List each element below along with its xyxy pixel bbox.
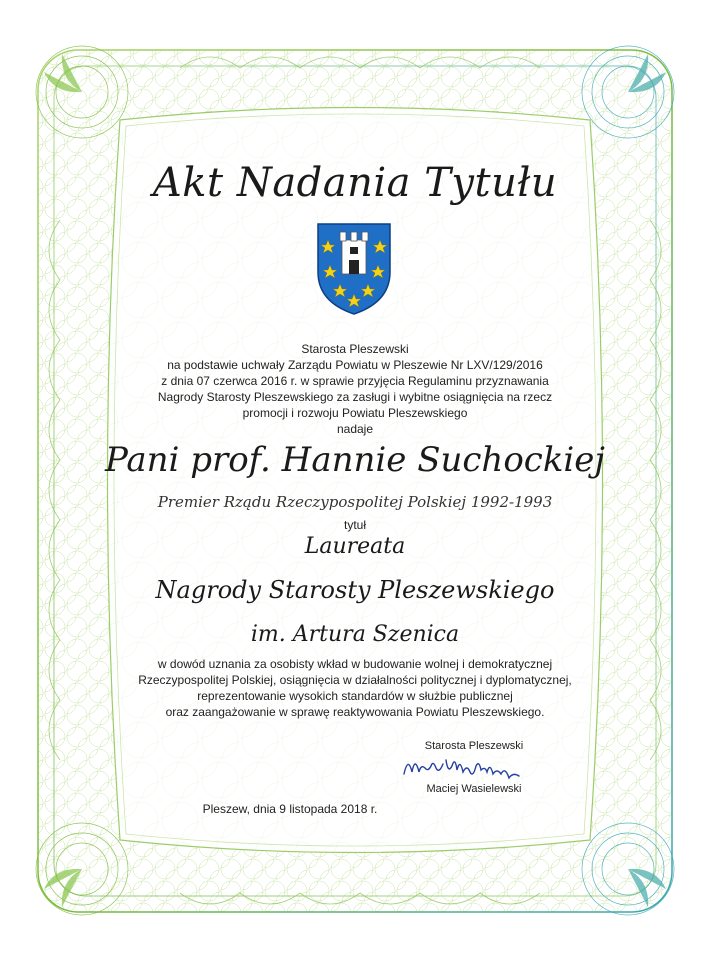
award-title-line: Laureata — [304, 534, 406, 559]
legal-basis-line: promocji i rozwoju Powiatu Pleszewskiego — [242, 406, 468, 420]
legal-basis-line: z dnia 07 czerwca 2016 r. w sprawie przyjęcia Regulaminu przyznawania — [161, 374, 549, 388]
award-title-line: im. Artura Szenica — [250, 622, 460, 647]
justification-text — [0, 656, 710, 720]
handwritten-signature — [398, 752, 538, 782]
coat-of-arms-icon — [314, 220, 394, 316]
document-title: Akt Nadania Tytułu — [152, 160, 558, 206]
justification-line: reprezentowanie wysokich standardów w służbie publicznej — [197, 689, 513, 703]
legal-basis — [0, 357, 710, 421]
place-and-date: Pleszew, dnia 9 listopada 2018 r. — [202, 802, 378, 816]
award-title-line: Nagrody Starosty Pleszewskiego — [155, 576, 555, 604]
justification-line: oraz zaangażowanie w sprawę reaktywowania Powiatu Pleszewskiego. — [165, 705, 545, 719]
justification-line: w dowód uznania za osobisty wkład w budowanie wolnej i demokratycznej — [157, 657, 553, 671]
title-label: tytuł — [343, 518, 366, 532]
grants-label: nadaje — [336, 422, 374, 436]
recipient-name: Pani prof. Hannie Suchockiej — [105, 440, 605, 480]
legal-basis-line: na podstawie uchwały Zarządu Powiatu w Pleszewie Nr LXV/129/2016 — [167, 358, 543, 372]
issuer-label: Starosta Pleszewski — [301, 342, 409, 356]
justification-line: Rzeczypospolitej Polskiej, osiągnięcia w działalności politycznej i dyplomatycznej, — [138, 673, 572, 687]
recipient-role: Premier Rządu Rzeczypospolitej Polskiej 1992-1993 — [157, 493, 553, 511]
signatory-role: Starosta Pleszewski — [424, 740, 524, 752]
legal-basis-line: Nagrody Starosty Pleszewskiego za zasługi i wybitne osiągnięcia na rzecz — [157, 390, 553, 404]
signatory-name: Maciej Wasielewski — [426, 783, 522, 795]
